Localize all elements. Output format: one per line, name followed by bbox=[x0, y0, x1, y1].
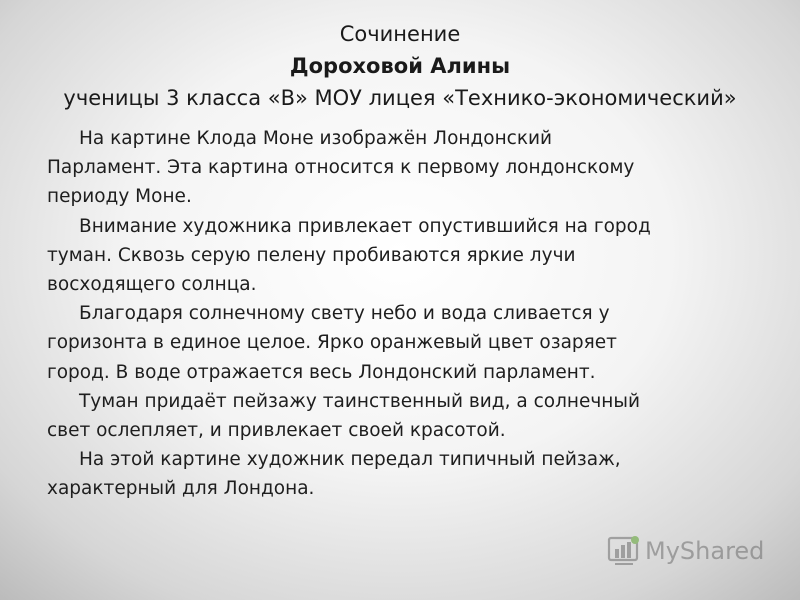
myshared-watermark bbox=[607, 534, 764, 568]
paragraph-4: Туман придаёт пейзажу таинственный вид, а солнечный свет ослепляет, и привлекает своей красотой. bbox=[47, 390, 641, 442]
author-name: Дороховой Алины bbox=[289, 54, 511, 78]
essay-body bbox=[47, 124, 747, 504]
paragraph-5: На этой картине художник передал типичный пейзаж, характерный для Лондона. bbox=[47, 449, 621, 500]
paragraph-2: Внимание художника привлекает опустившийся на город туман. Сквозь серую пелену пробиваются яркие лучи восходящего солнца. bbox=[47, 215, 651, 296]
watermark-text: MyShared bbox=[645, 537, 765, 565]
paragraph-1: На картине Клода Моне изображён Лондонский Парламент. Эта картина относится к первому лондонскому периоду Моне. bbox=[47, 128, 635, 208]
author-description: ученицы 3 класса «В» МОУ лицея «Технико-экономический» bbox=[63, 86, 737, 110]
paragraph-3: Благодаря солнечному свету небо и вода сливается у горизонта в единое целое. Ярко оранжевый цвет озаряет город. В воде отражается весь Лондонский парламент. bbox=[47, 303, 617, 383]
bar-chart-icon bbox=[607, 534, 641, 568]
title-line-1: Сочинение bbox=[339, 22, 461, 46]
title-block bbox=[0, 18, 800, 114]
